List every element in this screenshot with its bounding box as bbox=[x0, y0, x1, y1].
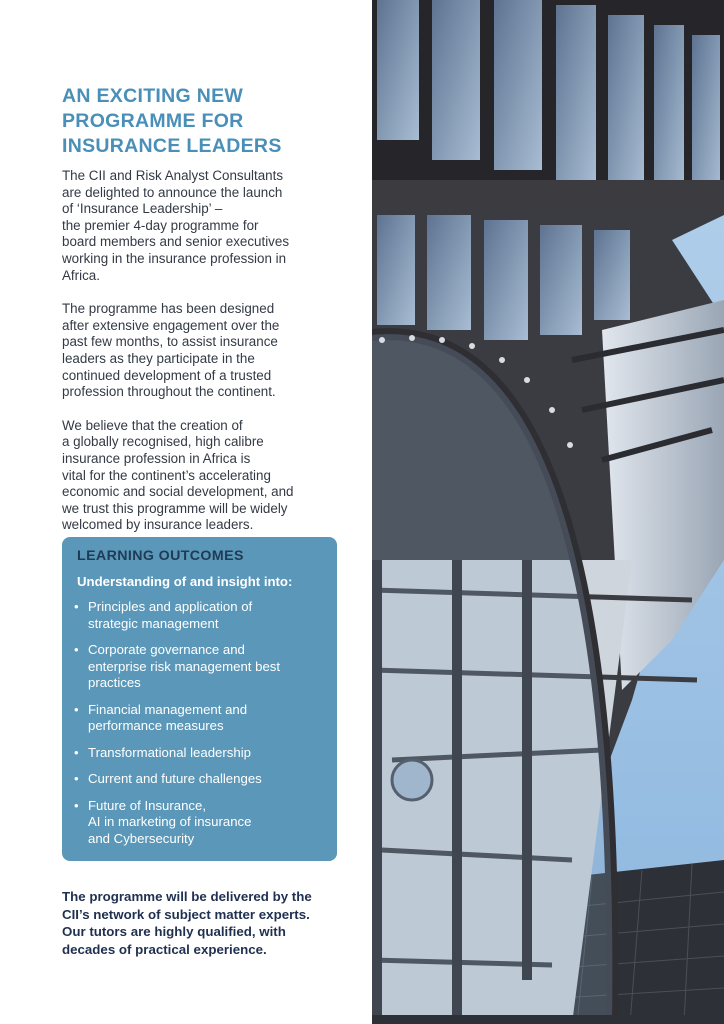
headline-line: INSURANCE LEADERS bbox=[62, 135, 282, 157]
item-line: and Cybersecurity bbox=[88, 830, 195, 846]
item-line: Financial management and bbox=[88, 701, 248, 717]
closing-line: CII’s network of subject matter experts. bbox=[62, 906, 310, 922]
bullet-icon: • bbox=[74, 797, 79, 813]
body-line: welcomed by insurance leaders. bbox=[62, 517, 254, 533]
body-line: vital for the continent’s accelerating bbox=[62, 467, 271, 483]
item-line: Principles and application of bbox=[88, 599, 253, 614]
item-line: practices bbox=[88, 675, 141, 690]
body-line: The CII and Risk Analyst Consultants bbox=[62, 168, 284, 183]
bullet-icon: • bbox=[74, 642, 79, 657]
list-item bbox=[74, 771, 330, 788]
body-line: leaders as they participate in the bbox=[62, 350, 255, 366]
bottom-frame bbox=[372, 1015, 724, 1024]
learning-outcomes-list bbox=[74, 599, 330, 857]
closing-line: Our tutors are highly qualified, with bbox=[62, 924, 286, 940]
list-item bbox=[74, 642, 330, 692]
list-item bbox=[74, 599, 330, 632]
intro-body bbox=[62, 168, 352, 551]
item-line: enterprise risk management best bbox=[88, 658, 281, 674]
closing-line: decades of practical experience. bbox=[62, 942, 267, 958]
closing-statement bbox=[62, 888, 362, 959]
body-line: Africa. bbox=[62, 267, 100, 283]
body-line: past few months, to assist insurance bbox=[62, 334, 278, 350]
body-line: the premier 4-day programme for bbox=[62, 217, 259, 233]
body-line: economic and social development, and bbox=[62, 484, 294, 500]
item-line: strategic management bbox=[88, 615, 219, 631]
page-headline bbox=[62, 84, 362, 159]
headline-line: AN EXCITING NEW bbox=[62, 85, 244, 107]
headline-line: PROGRAMME FOR bbox=[62, 110, 244, 132]
bullet-icon: • bbox=[74, 744, 79, 760]
upper-ledge bbox=[372, 180, 724, 210]
learning-outcomes-subtitle: Understanding of and insight into: bbox=[77, 574, 293, 589]
item-line: Transformational leadership bbox=[88, 744, 251, 760]
intro-paragraph bbox=[62, 418, 352, 534]
body-line: working in the insurance profession in bbox=[62, 250, 287, 266]
bullet-icon: • bbox=[74, 771, 79, 786]
building-photo-illustration bbox=[372, 0, 724, 1024]
item-line: AI in marketing of insurance bbox=[88, 814, 252, 829]
learning-outcomes-box bbox=[62, 537, 337, 861]
item-line: performance measures bbox=[88, 718, 224, 733]
intro-paragraph bbox=[62, 301, 352, 401]
building-photo bbox=[372, 0, 724, 1024]
body-line: a globally recognised, high calibre bbox=[62, 434, 264, 450]
list-item bbox=[74, 745, 330, 762]
body-line: are delighted to announce the launch bbox=[62, 184, 283, 200]
body-line: of ‘Insurance Leadership’ – bbox=[62, 201, 223, 217]
intro-paragraph bbox=[62, 168, 352, 284]
body-line: continued development of a trusted bbox=[62, 367, 272, 383]
porthole bbox=[392, 760, 432, 800]
learning-outcomes-title: LEARNING OUTCOMES bbox=[77, 548, 244, 564]
body-line: insurance profession in Africa is bbox=[62, 450, 251, 466]
item-line: Current and future challenges bbox=[88, 771, 262, 786]
item-line: Corporate governance and bbox=[88, 642, 245, 657]
body-line: board members and senior executives bbox=[62, 234, 290, 250]
list-item bbox=[74, 702, 330, 735]
bullet-icon: • bbox=[74, 701, 79, 717]
item-line: Future of Insurance, bbox=[88, 797, 207, 813]
list-item bbox=[74, 798, 330, 848]
body-line: after extensive engagement over the bbox=[62, 317, 280, 333]
body-line: The programme has been designed bbox=[62, 301, 275, 317]
bullet-icon: • bbox=[74, 599, 79, 614]
body-line: profession throughout the continent. bbox=[62, 384, 276, 400]
body-line: We believe that the creation of bbox=[62, 417, 243, 433]
body-line: we trust this programme will be widely bbox=[62, 500, 288, 516]
closing-line: The programme will be delivered by the bbox=[62, 889, 312, 904]
